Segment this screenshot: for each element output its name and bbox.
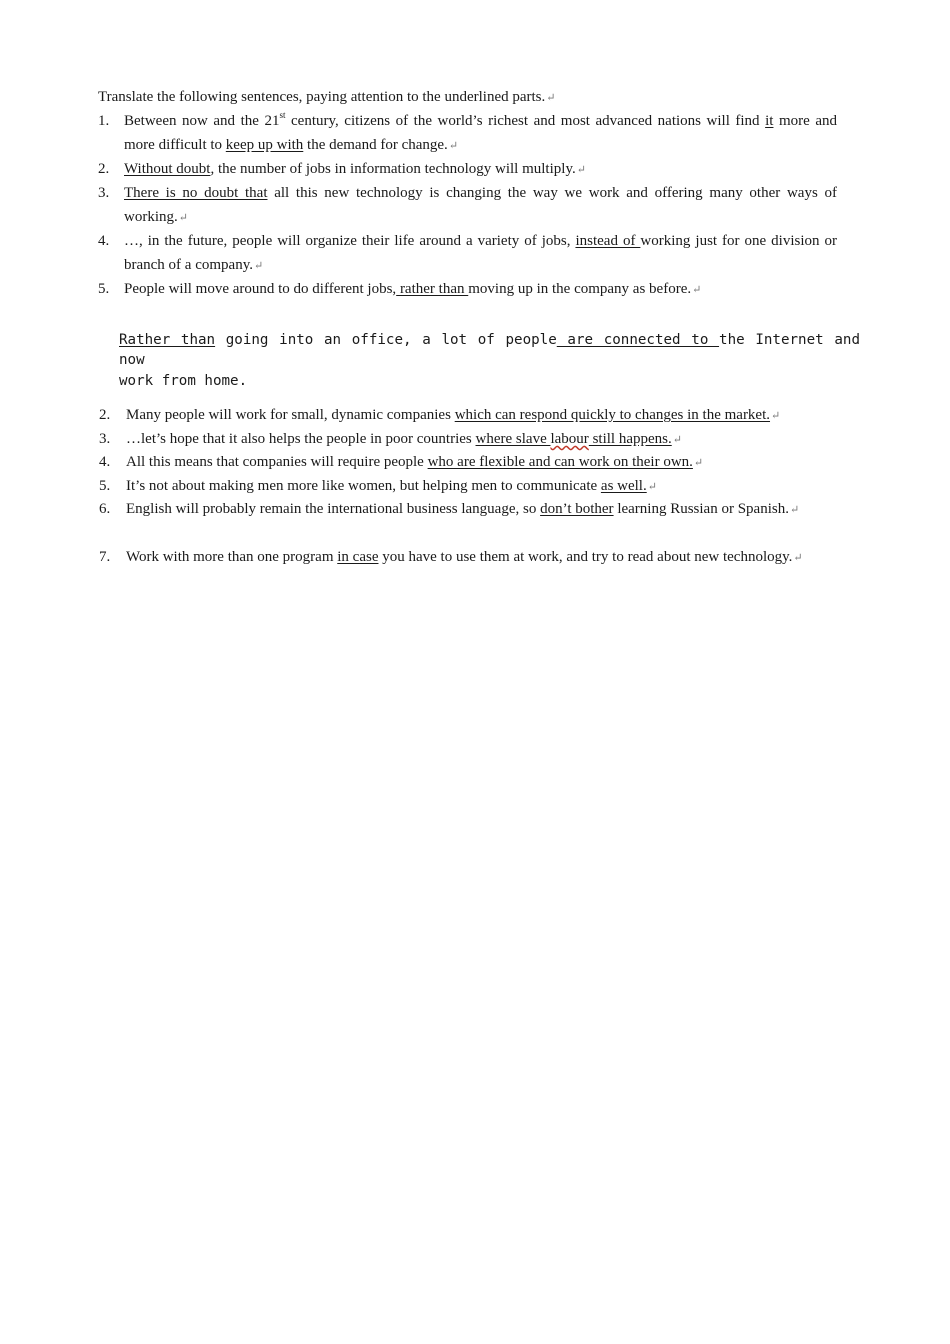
paragraph-mark-icon: ↵ xyxy=(672,434,682,446)
item-number: 4. xyxy=(99,454,111,470)
paragraph-mark-icon: ↵ xyxy=(789,504,800,516)
item-text: Between now and the 21st century, citizens of the world’s richest and most advanced nations will find it more and more difficult to keep up with the demand for change.↵ xyxy=(124,110,838,153)
instruction-text: Translate the following sentences, paying attention to the underlined parts.↵ xyxy=(98,89,556,105)
item-number: 4. xyxy=(98,233,110,249)
item-text: It’s not about making men more like women, but helping men to communicate as well.↵ xyxy=(126,478,657,494)
underlined-phrase: Rather than xyxy=(119,332,216,348)
paragraph-mark-icon: ↵ xyxy=(178,212,188,224)
item-number: 1. xyxy=(98,113,110,129)
item-number: 3. xyxy=(98,185,110,201)
example-sentence-line-1: Rather than going into an office, a lot of people are connected to the Internet and now xyxy=(119,332,860,368)
underlined-phrase: who are flexible and can work on their own. xyxy=(427,454,693,470)
item-text: People will move around to do different jobs, rather than moving up in the company as before.↵ xyxy=(124,281,702,297)
item-number: 7. xyxy=(99,549,111,565)
item-number: 2. xyxy=(98,161,110,177)
paragraph-mark-icon: ↵ xyxy=(448,140,459,152)
underlined-phrase: rather than xyxy=(396,281,469,297)
item-number: 6. xyxy=(99,501,111,517)
underlined-phrase: where slave xyxy=(475,431,551,447)
item-text: …, in the future, people will organize their life around a variety of jobs, instead of working just for one division or branch of a company.↵ xyxy=(124,233,837,273)
underlined-phrase: still happens. xyxy=(588,431,672,447)
underlined-phrase: as well. xyxy=(600,478,647,494)
paragraph-mark-icon: ↵ xyxy=(253,260,264,272)
item-number: 2. xyxy=(99,407,111,423)
paragraph-mark-icon: ↵ xyxy=(793,552,803,564)
paragraph-mark-icon: ↵ xyxy=(647,481,657,493)
item-number: 3. xyxy=(99,431,111,447)
example-sentence-line-2: work from home. xyxy=(119,373,248,389)
underlined-phrase: Without doubt xyxy=(124,161,211,177)
item-text: All this means that companies will require people who are flexible and can work on their own.↵ xyxy=(126,454,704,470)
item-text: There is no doubt that all this new technology is changing the way we work and offering many other ways of working.↵ xyxy=(124,185,838,225)
underlined-phrase: are connected to xyxy=(556,332,720,348)
underlined-phrase: There is no doubt that xyxy=(124,185,268,201)
underlined-phrase: keep up with xyxy=(225,137,304,153)
item-number: 5. xyxy=(99,478,111,494)
item-text: Many people will work for small, dynamic companies which can respond quickly to changes in the market.↵ xyxy=(126,407,781,423)
underlined-phrase: instead of xyxy=(575,233,641,249)
underlined-phrase: in case xyxy=(337,549,379,565)
underlined-phrase: it xyxy=(765,113,774,129)
item-text: …let’s hope that it also helps the people in poor countries where slave labour still happens.↵ xyxy=(126,431,682,447)
underlined-phrase: which can respond quickly to changes in the market. xyxy=(454,407,771,423)
item-number: 5. xyxy=(98,281,110,297)
paragraph-mark-icon: ↵ xyxy=(693,457,704,469)
paragraph-mark-icon: ↵ xyxy=(771,410,781,422)
spellcheck-word: labour xyxy=(550,431,589,447)
item-text: Work with more than one program in case you have to use them at work, and try to read about new technology.↵ xyxy=(126,549,803,565)
item-text: English will probably remain the international business language, so don’t bother learning Russian or Spanish.↵ xyxy=(126,501,800,517)
paragraph-mark-icon: ↵ xyxy=(576,164,586,176)
paragraph-mark-icon: ↵ xyxy=(546,92,556,104)
paragraph-mark-icon: ↵ xyxy=(692,284,702,296)
underlined-phrase: don’t bother xyxy=(540,501,614,517)
item-text: Without doubt, the number of jobs in information technology will multiply.↵ xyxy=(124,161,586,177)
